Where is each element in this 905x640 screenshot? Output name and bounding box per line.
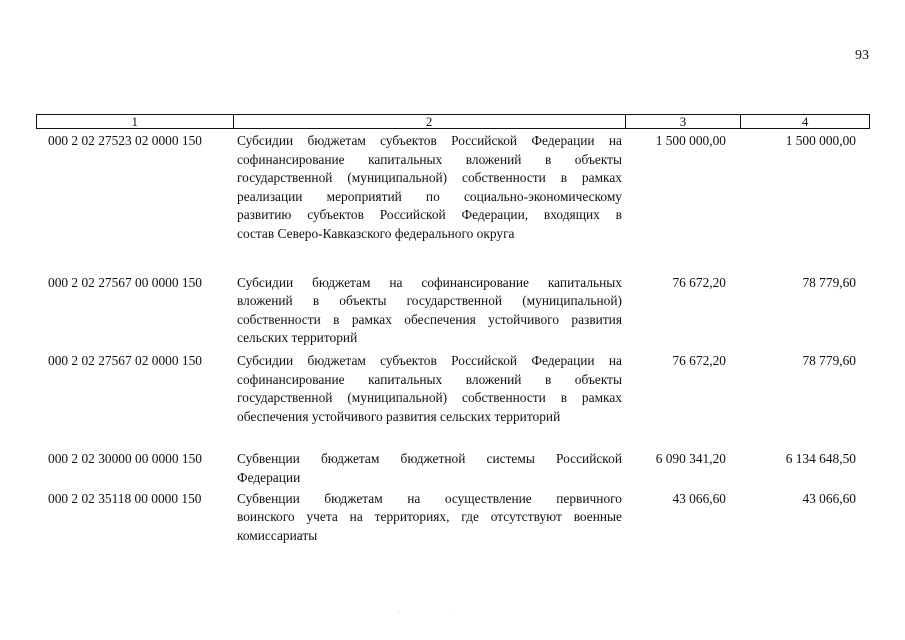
row-description: [233, 450, 626, 487]
description-line: реализации мероприятий по социально-экономическому: [237, 188, 622, 204]
value-column-3: 76 672,20: [672, 352, 726, 368]
description-line: государственной (муниципальной) собственности в рамках: [237, 170, 622, 186]
column-header-2: 2: [234, 115, 626, 128]
row-description: [233, 352, 626, 426]
table-row: [36, 352, 870, 426]
value-column-3: 76 672,20: [672, 274, 726, 290]
description-line: государственной (муниципальной) собственности в рамках: [237, 390, 622, 406]
budget-code: 000 2 02 35118 00 0000 150: [48, 490, 202, 506]
column-header-3: 3: [626, 115, 742, 128]
description-line: обеспечения устойчивого развития сельских территорий: [237, 408, 561, 424]
description-line: состав Северо-Кавказского федерального округа: [237, 225, 515, 241]
table-row: [36, 274, 870, 348]
value-column-3: 43 066,60: [672, 490, 726, 506]
value-column-4: 43 066,60: [802, 490, 856, 506]
budget-table: [36, 114, 870, 545]
description-line: Субсидии бюджетам на софинансирование капитальных: [237, 274, 622, 290]
description-line: сельских территорий: [237, 330, 358, 346]
page-number: 93: [855, 48, 869, 63]
description-line: Субсидии бюджетам субъектов Российской Федерации на: [237, 133, 622, 148]
table-header: [36, 114, 870, 129]
description-line: вложений в объекты государственной (муниципальной): [237, 293, 622, 309]
row-description: [233, 490, 626, 546]
budget-code: 000 2 02 30000 00 0000 150: [48, 451, 202, 467]
description-line: Федерации: [237, 469, 301, 485]
row-description: [233, 132, 626, 244]
description-line: Субвенции бюджетам бюджетной системы Российской: [237, 451, 622, 467]
value-column-3: 1 500 000,00: [655, 133, 726, 148]
budget-code: 000 2 02 27523 02 0000 150: [48, 133, 202, 148]
description-line: софинансирование капитальных вложений в объекты: [237, 371, 622, 387]
row-description: [233, 274, 626, 348]
scan-specks: · ·: [398, 609, 476, 615]
budget-code: 000 2 02 27567 02 0000 150: [48, 352, 202, 368]
value-column-4: 1 500 000,00: [785, 133, 856, 148]
description-line: развитию субъектов Российской Федерации, входящих в: [237, 207, 622, 223]
table-row: [36, 132, 870, 244]
table-row: [36, 490, 870, 546]
description-line: софинансирование капитальных вложений в объекты: [237, 151, 622, 167]
value-column-4: 6 134 648,50: [785, 451, 856, 467]
description-line: Субвенции бюджетам на осуществление первичного: [237, 490, 622, 506]
column-header-4: 4: [801, 114, 809, 129]
table-row: [36, 450, 870, 487]
budget-code: 000 2 02 27567 00 0000 150: [48, 274, 202, 290]
description-line: собственности в рамках обеспечения устойчивого развития: [237, 311, 622, 327]
description-line: воинского учета на территориях, где отсутствуют военные: [237, 509, 622, 525]
value-column-4: 78 779,60: [802, 274, 856, 290]
column-header-1: 1: [37, 115, 234, 128]
value-column-3: 6 090 341,20: [655, 451, 726, 467]
value-column-4: 78 779,60: [802, 352, 856, 368]
description-line: комиссариаты: [237, 527, 318, 543]
description-line: Субсидии бюджетам субъектов Российской Федерации на: [237, 352, 622, 368]
